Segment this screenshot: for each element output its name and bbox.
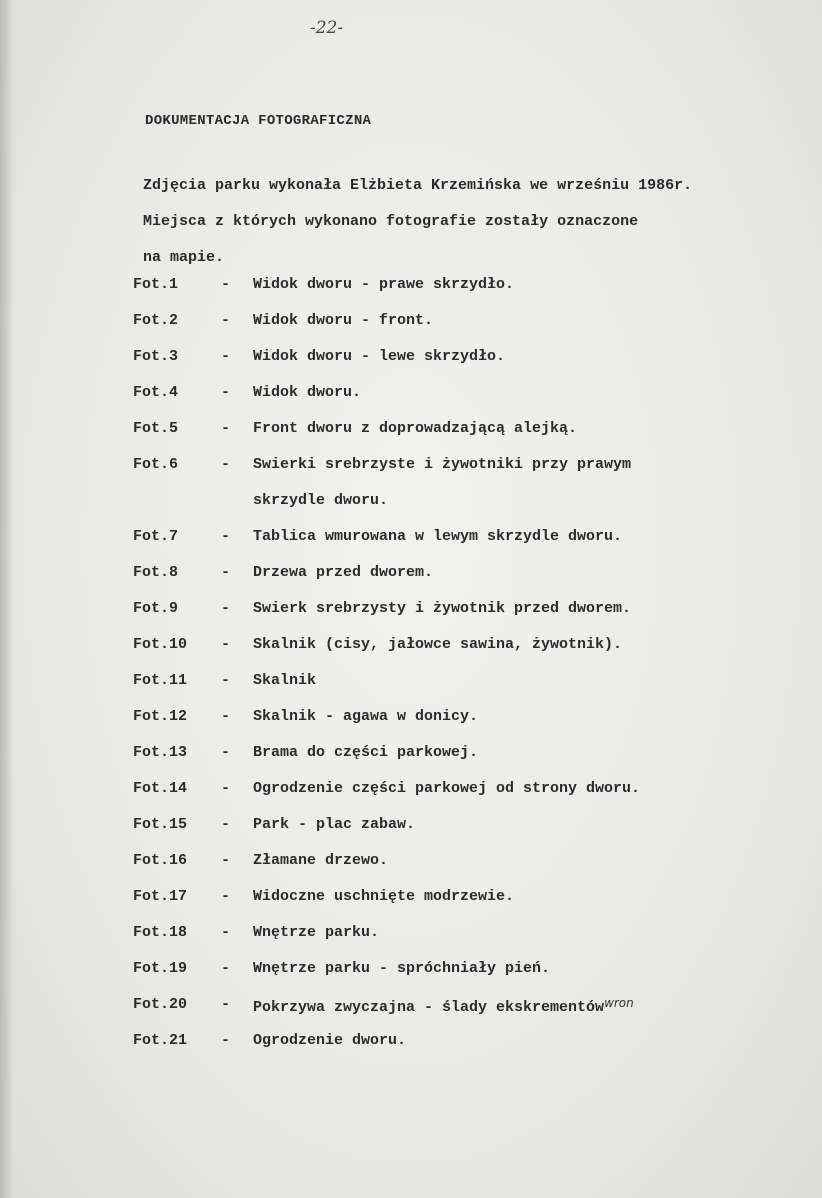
photo-number: Fot.13 [133,744,188,761]
section-heading: DOKUMENTACJA FOTOGRAFICZNA [145,113,372,129]
photo-entry [133,384,640,420]
photo-entry [133,744,640,780]
photo-description-text: Skalnik (cisy, jałowce sawina, żywotnik). [253,636,623,653]
photo-entry [133,600,640,636]
photo-description-text: Widok dworu. [253,384,362,401]
photo-number: Fot.12 [133,708,188,725]
dash-separator: - [221,780,231,797]
photo-description-text: Skalnik [253,672,317,689]
photo-description [253,636,622,653]
photo-description [253,708,478,725]
photo-entry [133,924,640,960]
photo-description-text: Swierki srebrzyste i żywotniki przy prawym [253,456,632,473]
photo-entry [133,276,640,312]
photo-description-text: Wnętrze parku - spróchniały pień. [253,960,551,977]
photo-entry [133,888,640,924]
dash-separator: - [221,312,231,329]
dash-separator: - [221,456,231,473]
photo-description-text: Widok dworu - front. [253,312,434,329]
photo-description [253,420,577,437]
photo-description-text: Wnętrze parku. [253,924,380,941]
photo-description-text: Park - plac zabaw. [253,816,416,833]
photo-entry [133,312,640,348]
photo-description [253,996,634,1016]
photo-description [253,744,478,761]
intro-line: na mapie. [143,249,225,266]
photo-number: Fot.4 [133,384,179,401]
photo-entry [133,564,640,600]
photo-number: Fot.19 [133,960,188,977]
dash-separator: - [221,276,231,293]
photo-description [253,816,415,833]
photo-description [253,384,361,401]
handwritten-insertion: wron [604,996,634,1010]
dash-separator: - [221,600,231,617]
photo-description [253,888,514,905]
photo-number: Fot.1 [133,276,179,293]
photo-number: Fot.7 [133,528,179,545]
photo-description-text: Drzewa przed dworem. [253,564,434,581]
dash-separator: - [221,348,231,365]
scan-edge-shadow [0,0,14,1198]
photo-number: Fot.5 [133,420,179,437]
photo-entry [133,816,640,852]
photo-entry [133,960,640,996]
photo-description-text: Ogrodzenie części parkowej od strony dworu. [253,780,641,797]
photo-description [253,924,379,941]
dash-separator: - [221,636,231,653]
photo-description [253,672,316,689]
photo-description-text: Front dworu z doprowadzającą alejką. [253,420,578,437]
photo-entry [133,672,640,708]
photo-description [253,780,640,797]
photo-entry [133,996,640,1032]
photo-description-text: Swierk srebrzysty i żywotnik przed dworem. [253,600,632,617]
photo-entry [133,780,640,816]
photo-description-text: Złamane drzewo. [253,852,389,869]
page-number: -22- [310,18,344,38]
photo-description-text: Skalnik - agawa w donicy. [253,708,479,725]
photo-number: Fot.9 [133,600,179,617]
photo-description-text: Brama do części parkowej. [253,744,479,761]
photo-entry [133,1032,640,1068]
intro-line: Zdjęcia parku wykonała Elżbieta Krzemińska we wrześniu 1986r. [143,177,693,194]
intro-line: Miejsca z których wykonano fotografie zostały oznaczone [143,213,639,230]
dash-separator: - [221,384,231,401]
photo-description-continuation: skrzydle dworu. [253,492,389,509]
photo-description-text: Ogrodzenie dworu. [253,1032,407,1049]
dash-separator: - [221,852,231,869]
photo-list [133,276,640,1068]
intro-paragraph [143,168,692,276]
photo-number: Fot.21 [133,1032,188,1049]
photo-entry [133,456,640,492]
photo-entry [133,636,640,672]
dash-separator: - [221,996,231,1013]
photo-number: Fot.15 [133,816,188,833]
photo-description [253,564,433,581]
photo-description [253,600,631,617]
photo-number: Fot.17 [133,888,188,905]
photo-description-text: Widok dworu - prawe skrzydło. [253,276,515,293]
photo-description-text: Pokrzywa zwyczajna - ślady ekskrementów [253,999,605,1016]
photo-number: Fot.20 [133,996,188,1013]
photo-description [253,456,631,473]
photo-description [253,528,622,545]
photo-description [253,276,514,293]
photo-entry [133,708,640,744]
photo-entry [133,528,640,564]
photo-entry [133,348,640,384]
photo-number: Fot.10 [133,636,188,653]
photo-description-text: Widoczne uschnięte modrzewie. [253,888,515,905]
dash-separator: - [221,708,231,725]
photo-number: Fot.6 [133,456,179,473]
photo-number: Fot.2 [133,312,179,329]
dash-separator: - [221,960,231,977]
dash-separator: - [221,420,231,437]
photo-number: Fot.3 [133,348,179,365]
dash-separator: - [221,924,231,941]
photo-number: Fot.8 [133,564,179,581]
photo-description-text: Tablica wmurowana w lewym skrzydle dworu. [253,528,623,545]
dash-separator: - [221,672,231,689]
dash-separator: - [221,528,231,545]
photo-number: Fot.16 [133,852,188,869]
photo-description [253,960,550,977]
dash-separator: - [221,744,231,761]
photo-description [253,852,388,869]
photo-description-text: Widok dworu - lewe skrzydło. [253,348,506,365]
dash-separator: - [221,564,231,581]
dash-separator: - [221,888,231,905]
photo-description [253,348,505,365]
photo-entry [133,420,640,456]
photo-number: Fot.11 [133,672,188,689]
photo-description [253,312,433,329]
dash-separator: - [221,1032,231,1049]
photo-description [253,1032,406,1049]
dash-separator: - [221,816,231,833]
photo-number: Fot.14 [133,780,188,797]
photo-entry [133,852,640,888]
photo-number: Fot.18 [133,924,188,941]
